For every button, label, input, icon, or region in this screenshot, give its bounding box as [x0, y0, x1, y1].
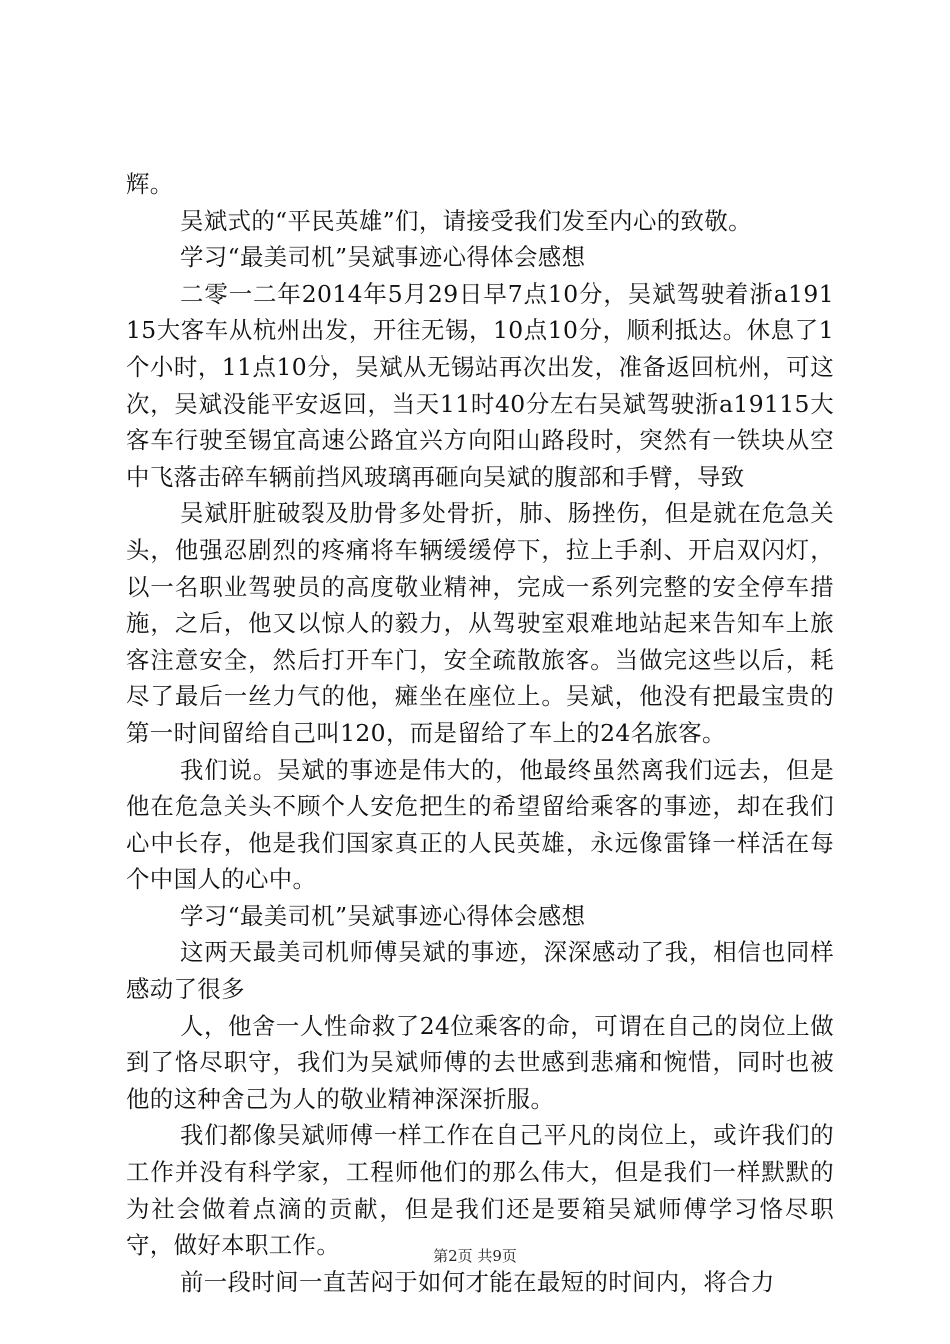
- paragraph-8: 我们都像吴斌师傅一样工作在自己平凡的岗位上，或许我们的工作并没有科学家，工程师他们的那么伟大，但是我们一样默默的为社会做着点滴的贡献，但是我们还是要箱吴斌师傅学习恪尽职守，做好本职工作。: [126, 1121, 834, 1260]
- paragraph-6: 这两天最美司机师傅吴斌的事迹，深深感动了我，相信也同样感动了很多: [126, 938, 834, 1004]
- paragraph-7: 人，他舍一人性命救了24位乘客的命，可谓在自己的岗位上做到了恪尽职守，我们为吴斌师傅的去世感到悲痛和惋惜，同时也被他的这种舍己为人的敬业精神深深折服。: [126, 1011, 834, 1113]
- paragraph-2: 吴斌式的“平民英雄”们，请接受我们发至内心的致敬。: [180, 206, 752, 235]
- paragraph-1: 辉。: [126, 170, 174, 198]
- paragraph-4: 吴斌肝脏破裂及肋骨多处骨折，肺、肠挫伤，但是就在危急关头，他强忍剧烈的疼痛将车辆缓缓停下，拉上手刹、开启双闪灯，以一名职业驾驶员的高度敬业精神，完成一系列完整的安全停车措施，之后，他又以惊人的毅力，从驾驶室艰难地站起来告知车上旅客注意安全，然后打开车门，安全疏散旅客。当做完这些以后，耗尽了最后一丝力气的他，瘫坐在座位上。吴斌，他没有把最宝贵的第一时间留给自己叫120，而是留给了车上的24名旅客。: [126, 499, 834, 747]
- document-body: [126, 166, 834, 1300]
- page-footer: 第2页 共9页: [433, 1247, 517, 1265]
- section-heading-2: 学习“最美司机”吴斌事迹心得体会感想: [180, 901, 586, 930]
- paragraph-5: 我们说。吴斌的事迹是伟大的，他最终虽然离我们远去，但是他在危急关头不顾个人安危把生的希望留给乘客的事迹，却在我们心中长存，他是我们国家真正的人民英雄，永远像雷锋一样活在每个中国人的心中。: [126, 755, 834, 894]
- paragraph-3: 二零一二年2014年5月29日早7点10分，吴斌驾驶着浙a19115大客车从杭州出发，开往无锡，10点10分，顺利抵达。休息了1个小时，11点10分，吴斌从无锡站再次出发，准备返回杭州，可这次，吴斌没能平安返回，当天11时40分左右吴斌驾驶浙a19115大客车行驶至锡宜高速公路宜兴方向阳山路段时，突然有一铁块从空中飞落击碎车辆前挡风玻璃再砸向吴斌的腹部和手臂，导致: [126, 279, 834, 491]
- paragraph-9: 前一段时间一直苦闷于如何才能在最短的时间内，将合力: [180, 1267, 775, 1296]
- section-heading-1: 学习“最美司机”吴斌事迹心得体会感想: [180, 243, 586, 272]
